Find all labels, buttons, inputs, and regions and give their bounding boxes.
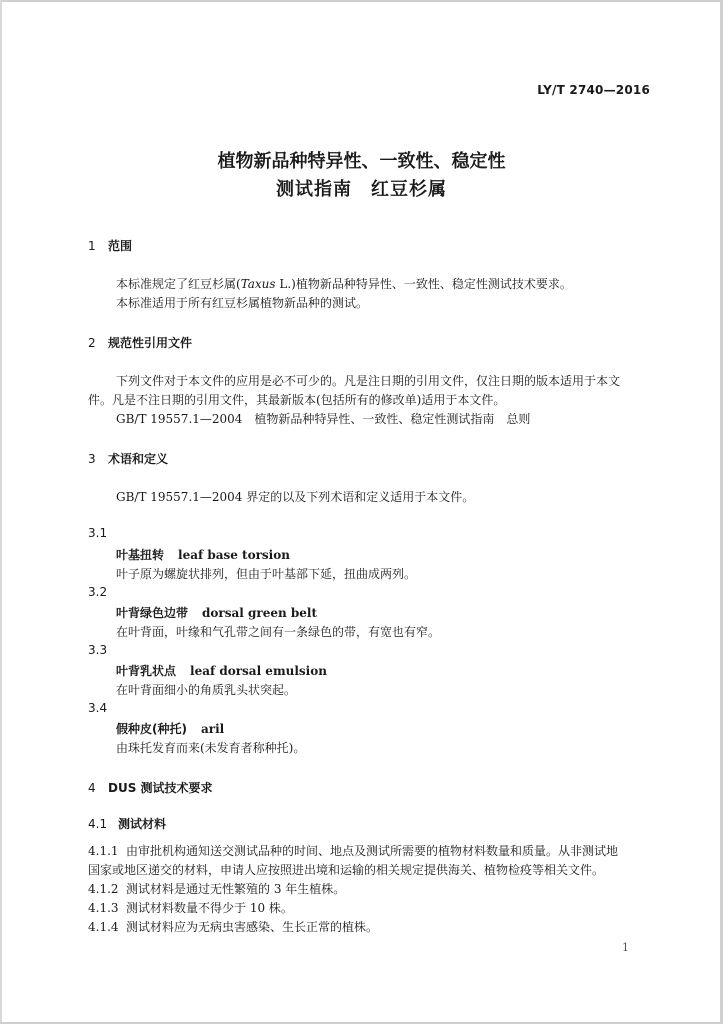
section-number: 4: [88, 781, 96, 795]
document-title-line1: 植物新品种特异性、一致性、稳定性: [217, 151, 506, 172]
paragraph: GB/T 19557.1—2004 界定的以及下列术语和定义适用于本文件。: [116, 490, 475, 504]
standard-code: LY/T 2740—2016: [537, 83, 650, 97]
clause-text: 测试材料是通过无性繁殖的 3 年生植株。: [126, 882, 346, 896]
term-en: aril: [200, 722, 225, 736]
paragraph: 件。凡是不注日期的引用文件，其最新版本(包括所有的修改单)适用于本文件。: [88, 393, 506, 407]
section-heading-terms: [88, 450, 168, 467]
term-definition: 在叶背面，叶缘和气孔带之间有一条绿色的带，有宽也有窄。: [116, 625, 441, 639]
text: 本标准规定了红豆杉属(: [116, 277, 241, 291]
section-title: 术语和定义: [108, 452, 169, 466]
paragraph: 下列文件对于本文件的应用是必不可少的。凡是注日期的引用文件，仅注日期的版本适用于本文: [116, 374, 621, 388]
clause-text: 由审批机构通知送交测试品种的时间、地点及测试所需要的植物材料数量和质量。从非测试地: [126, 844, 619, 858]
page-number: 1: [622, 941, 629, 954]
section-number: 3: [88, 452, 96, 466]
latin-genus: Taxus: [240, 277, 276, 291]
clause-item: [88, 918, 378, 936]
term-number: 3.2: [88, 585, 108, 599]
section-heading-dus: [88, 779, 213, 796]
clause-text-continued: 国家或地区递交的材料，申请人应按照进出境和运输的相关规定提供海关、植物检疫等相关文件。: [88, 863, 605, 877]
term-zh: 叶基扭转: [116, 548, 165, 562]
section-heading-scope: [88, 237, 132, 254]
term-title: [116, 546, 290, 563]
section-title: 范围: [108, 239, 133, 253]
text: L.)植物新品种特异性、一致性、稳定性测试技术要求。: [275, 277, 572, 291]
subsection-heading: [88, 815, 166, 832]
reference-entry: GB/T 19557.1—2004 植物新品种特异性、一致性、稳定性测试指南 总则: [116, 412, 531, 426]
paragraph: 本标准适用于所有红豆杉属植物新品种的测试。: [116, 296, 369, 310]
section-number: 2: [88, 336, 96, 350]
subsection-number: 4.1: [88, 817, 108, 831]
term-zh: 假种皮(种托): [116, 722, 187, 736]
term-definition: 在叶背面细小的角质乳头状突起。: [116, 683, 297, 697]
clause-item: [88, 880, 345, 898]
document-title-line2: 测试指南 红豆杉属: [276, 179, 447, 200]
clause-item: [88, 842, 618, 860]
paragraph: [116, 275, 572, 293]
scan-edge: [0, 0, 723, 2]
clause-number: 4.1.4: [88, 920, 119, 934]
term-en: leaf base torsion: [178, 548, 290, 562]
clause-text: 测试材料应为无病虫害感染、生长正常的植株。: [126, 920, 379, 934]
term-definition: 由珠托发育而来(未发育者称种托)。: [116, 741, 306, 755]
clause-number: 4.1.3: [88, 901, 119, 915]
term-title: [116, 604, 317, 621]
clause-number: 4.1.1: [88, 844, 119, 858]
term-zh: 叶背绿色边带: [116, 606, 189, 620]
term-title: [116, 720, 224, 737]
term-number: 3.4: [88, 701, 108, 715]
term-definition: 叶子原为螺旋状排列，但由于叶基部下延，扭曲成两列。: [116, 567, 417, 581]
section-title: 规范性引用文件: [108, 336, 193, 350]
section-title: DUS 测试技术要求: [108, 781, 213, 795]
term-title: [116, 662, 327, 679]
subsection-title: 测试材料: [118, 817, 167, 831]
term-number: 3.3: [88, 643, 108, 657]
term-en: leaf dorsal emulsion: [190, 664, 327, 678]
clause-item: [88, 899, 293, 917]
clause-number: 4.1.2: [88, 882, 119, 896]
section-number: 1: [88, 239, 96, 253]
term-number: 3.1: [88, 526, 108, 540]
section-heading-normative-references: [88, 334, 192, 351]
term-en: dorsal green belt: [202, 606, 318, 620]
clause-text: 测试材料数量不得少于 10 株。: [126, 901, 293, 915]
term-zh: 叶背乳状点: [116, 664, 177, 678]
